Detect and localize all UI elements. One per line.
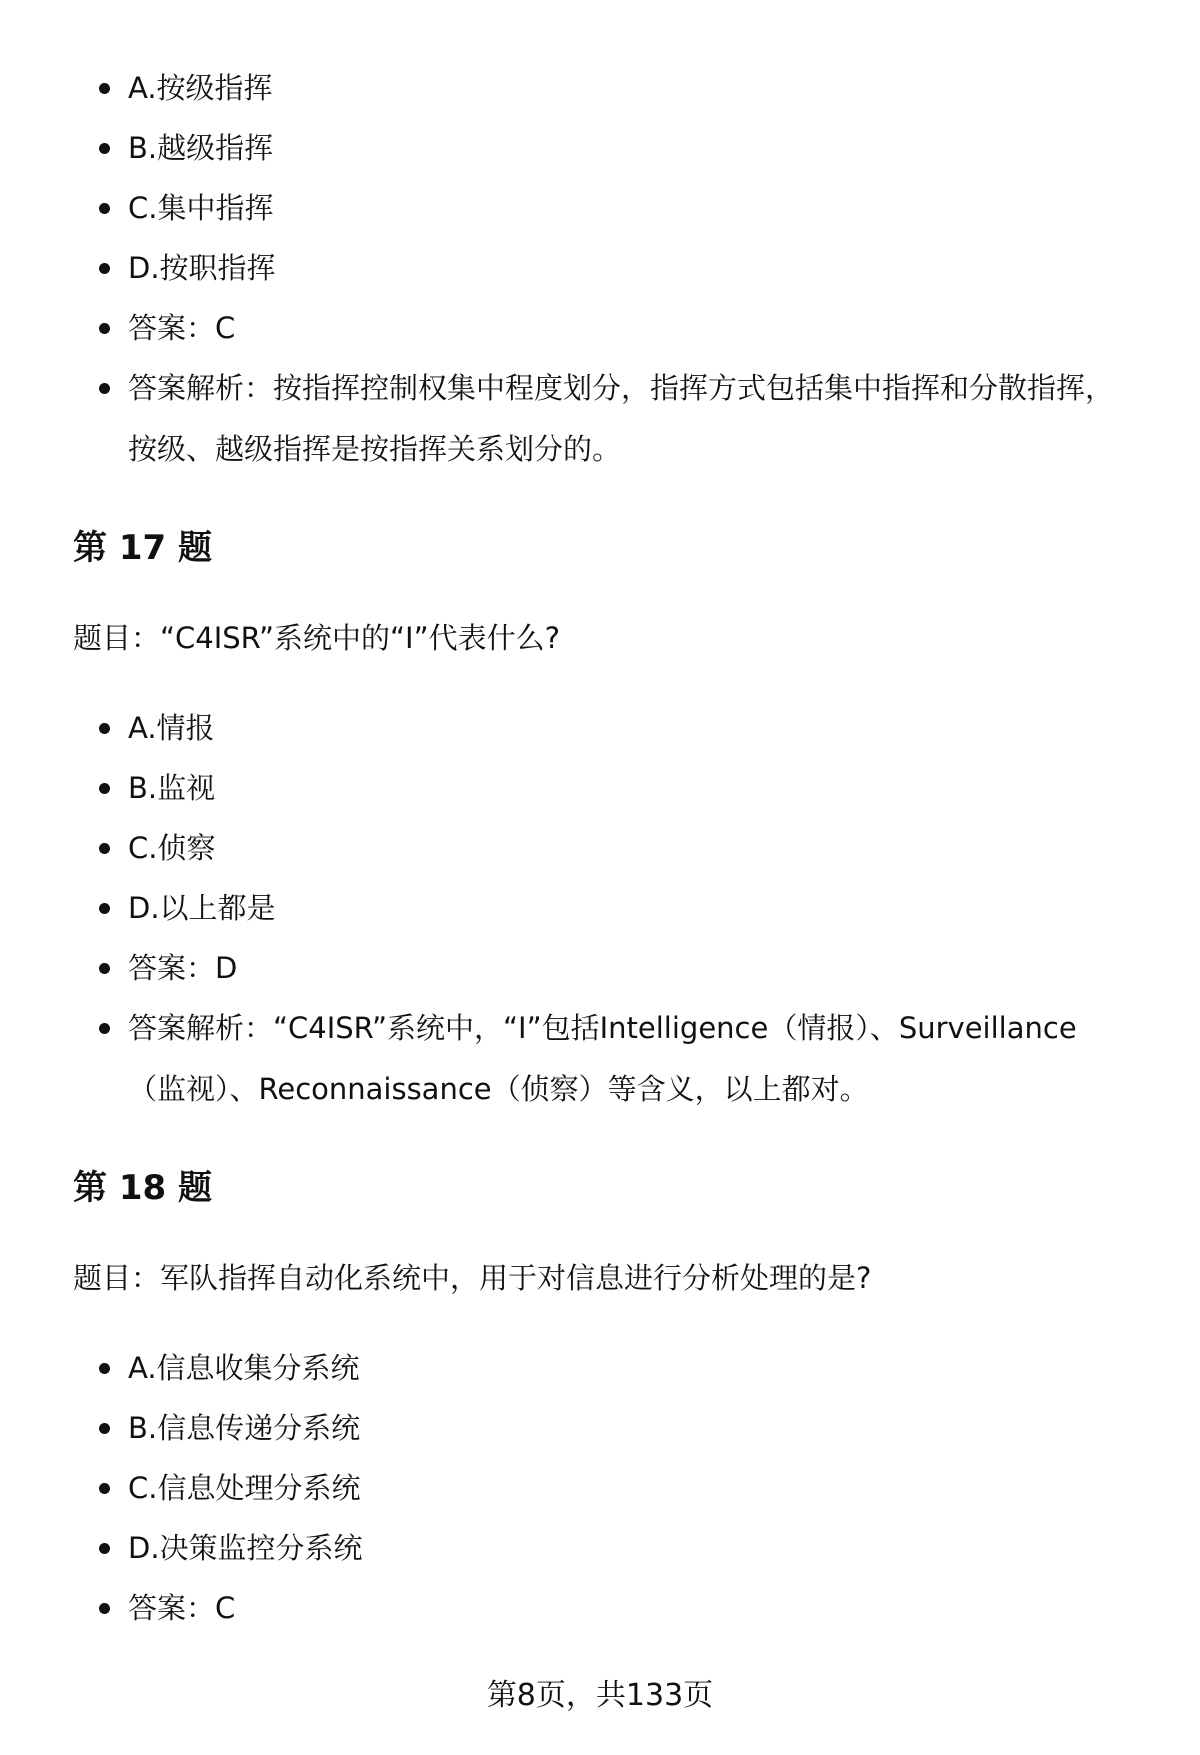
page-content: [73, 58, 1133, 1638]
answer: 答案：C: [128, 298, 1133, 358]
question-17-title: 第 17 题: [73, 528, 212, 568]
option-d: D.按职指挥: [128, 238, 1133, 298]
option-d: D.决策监控分系统: [128, 1518, 1133, 1578]
option-b: B.信息传递分系统: [128, 1398, 1133, 1458]
option-c: C.集中指挥: [128, 178, 1133, 238]
option-a: A.按级指挥: [128, 58, 1133, 118]
question-18-options: [73, 1338, 1133, 1638]
option-a: A.信息收集分系统: [128, 1338, 1133, 1398]
page-number-footer: 第8页，共133页: [486, 1678, 714, 1713]
answer-analysis: 答案解析：“C4ISR”系统中，“I”包括Intelligence（情报）、Surveillance（监视）、Reconnaissance（侦察）等含义，以上都对。: [128, 998, 1133, 1120]
answer-analysis: 答案解析：按指挥控制权集中程度划分，指挥方式包括集中指挥和分散指挥，按级、越级指挥是按指挥关系划分的。: [128, 358, 1133, 480]
question-18-title: 第 18 题: [73, 1168, 212, 1208]
prev-question-options: [73, 58, 1133, 480]
question-17-text: 题目：“C4ISR”系统中的“I”代表什么?: [73, 621, 560, 655]
option-c: C.信息处理分系统: [128, 1458, 1133, 1518]
option-c: C.侦察: [128, 818, 1133, 878]
question-17-options: [73, 698, 1133, 1120]
option-d: D.以上都是: [128, 878, 1133, 938]
question-18-text: 题目：军队指挥自动化系统中，用于对信息进行分析处理的是?: [73, 1261, 872, 1295]
option-a: A.情报: [128, 698, 1133, 758]
option-b: B.越级指挥: [128, 118, 1133, 178]
answer: 答案：D: [128, 938, 1133, 998]
option-b: B.监视: [128, 758, 1133, 818]
answer: 答案：C: [128, 1578, 1133, 1638]
